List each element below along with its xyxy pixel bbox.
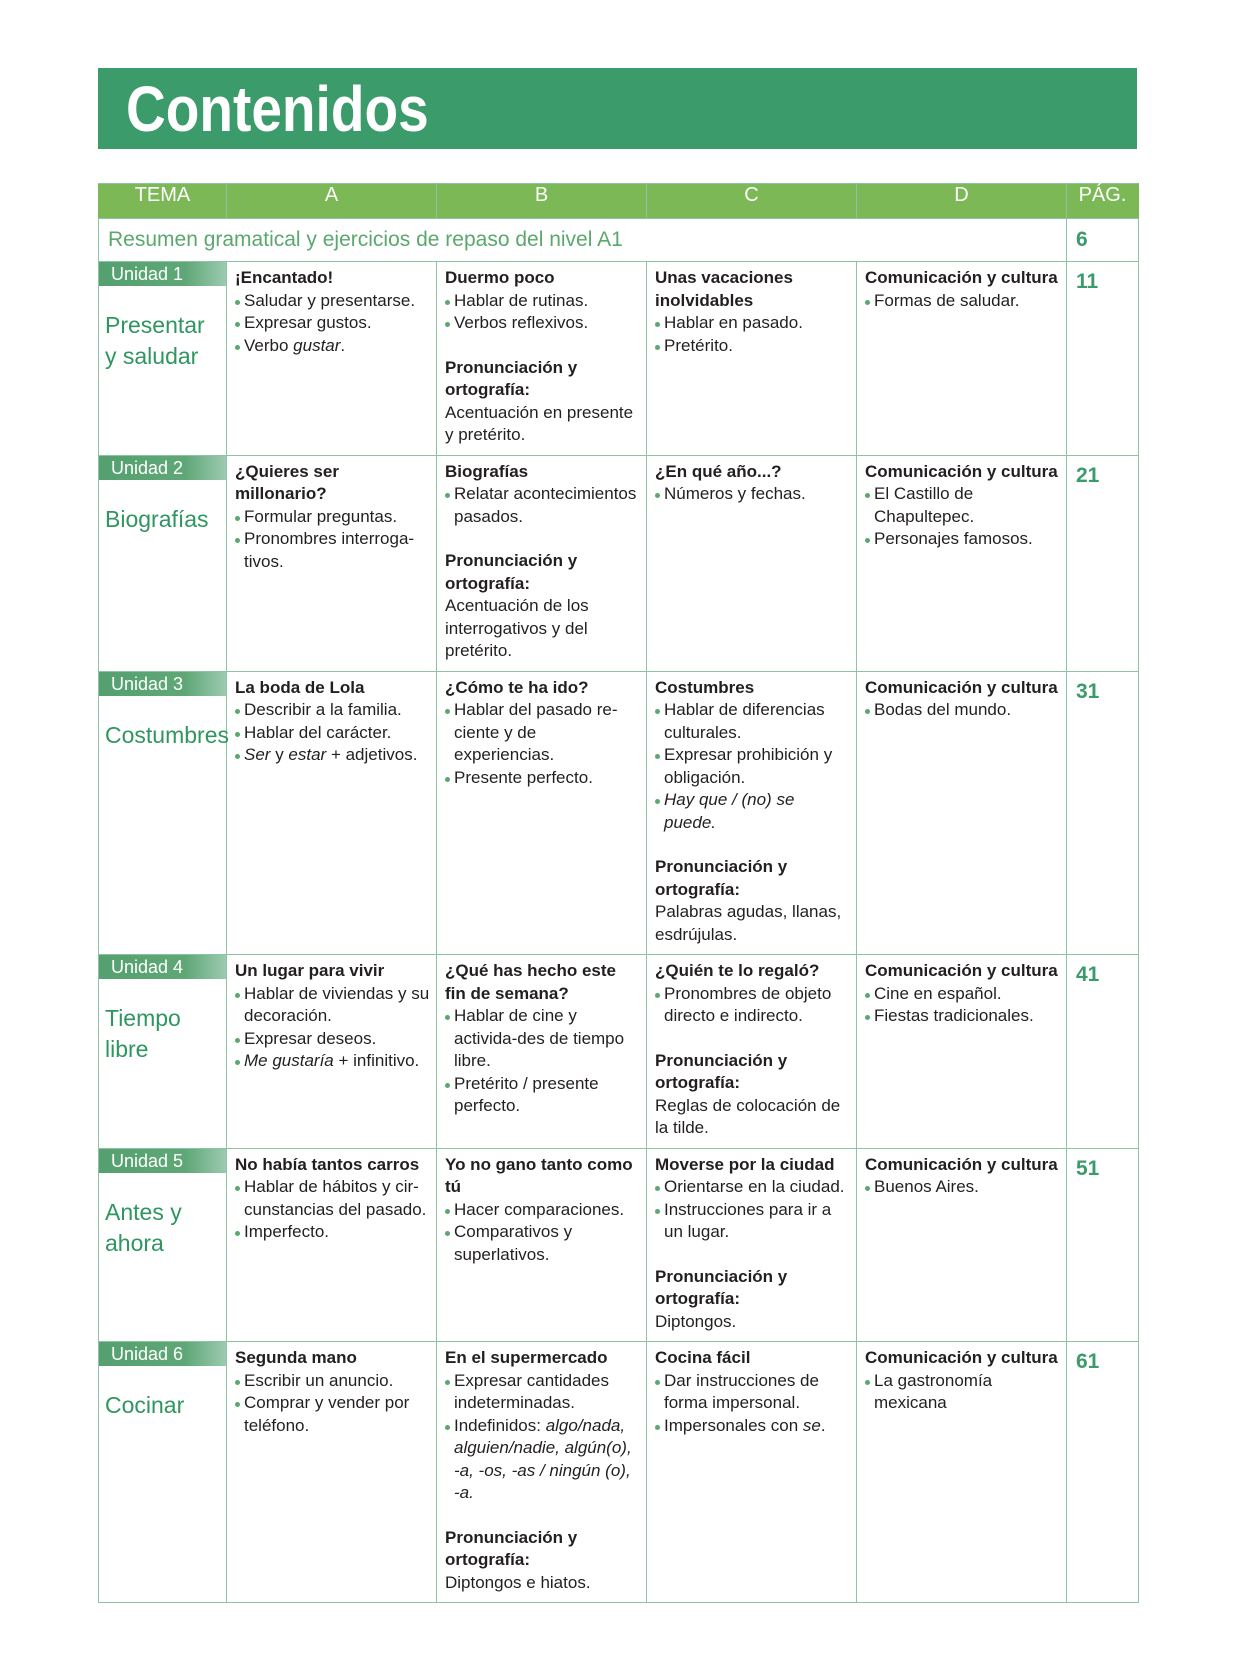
objective-list xyxy=(655,699,850,834)
lesson-cell-b xyxy=(437,1148,647,1342)
objective-item: Verbos reflexivos. xyxy=(445,312,640,335)
lesson-title[interactable]: Comunicación y cultura xyxy=(865,961,1058,980)
objective-list xyxy=(445,290,640,335)
lesson-title[interactable]: Yo no gano tanto como tú xyxy=(445,1154,633,1196)
lesson-title[interactable]: Cocina fácil xyxy=(655,1348,751,1367)
lesson-cell-a xyxy=(227,262,437,456)
lesson-title[interactable]: Unas vacaciones inolvidables xyxy=(655,268,793,310)
lesson-cell-a xyxy=(227,1342,437,1603)
objective-list xyxy=(445,1370,640,1505)
lesson-cell-d xyxy=(857,455,1067,671)
objective-item: Hablar de diferencias culturales. xyxy=(655,699,850,744)
lesson-cell-c xyxy=(647,671,857,955)
lesson-title[interactable]: Segunda mano xyxy=(235,1348,357,1367)
lesson-cell-a xyxy=(227,671,437,955)
objective-item: Hablar del carácter. xyxy=(235,722,430,745)
objective-item: Pretérito. xyxy=(655,335,850,358)
lesson-cell-c xyxy=(647,455,857,671)
header-c: C xyxy=(647,184,857,219)
unit-title[interactable]: Tiempo libre xyxy=(105,1005,181,1062)
objective-item: Verbo gustar. xyxy=(235,335,430,358)
objective-item: Hablar del pasado re-ciente y de experiencias. xyxy=(445,699,640,767)
unit-label: Unidad 3 xyxy=(99,672,226,696)
lesson-cell-a xyxy=(227,1148,437,1342)
lesson-title[interactable]: Un lugar para vivir xyxy=(235,961,385,980)
objective-list xyxy=(445,1005,640,1118)
unit-page[interactable]: 61 xyxy=(1067,1342,1139,1603)
objective-item: Ser y estar + adjetivos. xyxy=(235,744,430,767)
objective-list xyxy=(865,1176,1060,1199)
objective-item: Números y fechas. xyxy=(655,483,850,506)
unit-title[interactable]: Biografías xyxy=(105,505,209,532)
objective-list xyxy=(235,699,430,767)
pronunciation-text: Reglas de colocación de la tilde. xyxy=(655,1095,841,1137)
pronunciation-heading: Pronunciación y ortografía: xyxy=(445,1527,578,1569)
unit-row xyxy=(99,262,1139,456)
lesson-cell-c xyxy=(647,1148,857,1342)
objective-item: Orientarse en la ciudad. xyxy=(655,1176,850,1199)
lesson-cell-c xyxy=(647,1342,857,1603)
lesson-cell-b xyxy=(437,455,647,671)
tema-cell xyxy=(99,671,227,955)
lesson-title[interactable]: En el supermercado xyxy=(445,1348,608,1367)
objective-item: Expresar prohibición y obligación. xyxy=(655,744,850,789)
pronunciation-text: Acentuación de los interrogativos y del pretérito. xyxy=(445,596,589,660)
lesson-cell-a xyxy=(227,455,437,671)
pronunciation-heading: Pronunciación y ortografía: xyxy=(655,1266,788,1308)
objective-item: Indefinidos: algo/nada, alguien/nadie, algún(o), -a, -os, -as / ningún (o), -a. xyxy=(445,1415,640,1505)
lesson-title[interactable]: ¡Encantado! xyxy=(235,268,334,287)
lesson-title[interactable]: No había tantos carros xyxy=(235,1154,420,1174)
summary-row xyxy=(99,219,1139,262)
unit-row xyxy=(99,671,1139,955)
objective-item: Dar instrucciones de forma impersonal. xyxy=(655,1370,850,1415)
objective-item: Hablar de hábitos y cir-cunstancias del pasado. xyxy=(235,1176,430,1221)
objective-item: Bodas del mundo. xyxy=(865,699,1060,722)
objective-item: Me gustaría + infinitivo. xyxy=(235,1050,430,1073)
page-title: Contenidos xyxy=(126,73,429,145)
objective-item: Expresar deseos. xyxy=(235,1028,430,1051)
lesson-cell-b xyxy=(437,1342,647,1603)
lesson-cell-b xyxy=(437,671,647,955)
header-a: A xyxy=(227,184,437,219)
objective-list xyxy=(235,983,430,1073)
objective-item: Buenos Aires. xyxy=(865,1176,1060,1199)
objective-list xyxy=(865,483,1060,551)
lesson-title[interactable]: Comunicación y cultura xyxy=(865,268,1058,287)
objective-item: Hay que / (no) se puede. xyxy=(655,789,850,834)
pronunciation-heading: Pronunciación y ortografía: xyxy=(655,857,788,899)
unit-title[interactable]: Antes y ahora xyxy=(105,1198,182,1256)
header-d: D xyxy=(857,184,1067,219)
unit-label: Unidad 2 xyxy=(99,456,226,480)
summary-text[interactable]: Resumen gramatical y ejercicios de repaso del nivel A1 xyxy=(99,219,1067,262)
lesson-cell-b xyxy=(437,955,647,1149)
objective-item: Hablar de viviendas y su decoración. xyxy=(235,983,430,1028)
objective-item: Fiestas tradicionales. xyxy=(865,1005,1060,1028)
unit-label: Unidad 1 xyxy=(99,262,226,286)
objective-item: Pretérito / presente perfecto. xyxy=(445,1073,640,1118)
objective-list xyxy=(865,1370,1060,1415)
pronunciation-heading: Pronunciación y ortografía: xyxy=(445,551,578,593)
contents-table xyxy=(98,183,1139,1603)
lesson-cell-d xyxy=(857,262,1067,456)
unit-page[interactable]: 11 xyxy=(1067,262,1139,456)
lesson-cell-a xyxy=(227,955,437,1149)
objective-item: Hablar de cine y activida-des de tiempo libre. xyxy=(445,1005,640,1073)
pronunciation-text: Acentuación en presente y pretérito. xyxy=(445,402,634,444)
objective-item: Impersonales con se. xyxy=(655,1415,850,1438)
lesson-title[interactable]: Duermo poco xyxy=(445,268,555,287)
summary-page[interactable]: 6 xyxy=(1067,219,1139,262)
tema-cell xyxy=(99,955,227,1149)
objective-item: Instrucciones para ir a un lugar. xyxy=(655,1199,850,1244)
objective-list xyxy=(865,699,1060,722)
lesson-cell-d xyxy=(857,671,1067,955)
title-band xyxy=(98,68,1137,149)
objective-item: La gastronomía mexicana xyxy=(865,1370,1060,1415)
lesson-title[interactable]: ¿Cómo te ha ido? xyxy=(445,677,589,697)
lesson-title[interactable]: Moverse por la ciudad xyxy=(655,1154,835,1174)
lesson-title[interactable]: Biografías xyxy=(445,461,529,481)
objective-item: Imperfecto. xyxy=(235,1221,430,1244)
lesson-cell-b xyxy=(437,262,647,456)
lesson-cell-d xyxy=(857,1342,1067,1603)
unit-row xyxy=(99,1342,1139,1603)
unit-row xyxy=(99,455,1139,671)
objective-item: Pronombres de objeto directo e indirecto. xyxy=(655,983,850,1028)
pronunciation-text: Diptongos e hiatos. xyxy=(445,1572,591,1592)
objective-item: Expresar gustos. xyxy=(235,312,430,335)
objective-item: Expresar cantidades indeterminadas. xyxy=(445,1370,640,1415)
objective-item: Presente perfecto. xyxy=(445,767,640,790)
lesson-title[interactable]: Comunicación y cultura xyxy=(865,1348,1058,1367)
objective-list xyxy=(655,983,850,1028)
tema-cell xyxy=(99,1148,227,1342)
header-b: B xyxy=(437,184,647,219)
lesson-title[interactable]: Comunicación y cultura xyxy=(865,677,1058,697)
tema-cell xyxy=(99,455,227,671)
lesson-title[interactable]: ¿Quieres ser millonario? xyxy=(235,461,339,503)
unit-row xyxy=(99,955,1139,1149)
objective-list xyxy=(235,1370,430,1438)
objective-item: Saludar y presentarse. xyxy=(235,290,430,313)
objective-item: Comparativos y superlativos. xyxy=(445,1221,640,1266)
objective-list xyxy=(655,483,850,506)
header-row xyxy=(99,184,1139,219)
unit-page[interactable]: 41 xyxy=(1067,955,1139,1149)
unit-title[interactable]: Costumbres xyxy=(105,721,229,748)
objective-item: Hablar en pasado. xyxy=(655,312,850,335)
objective-item: Escribir un anuncio. xyxy=(235,1370,430,1393)
objective-item: Hacer comparaciones. xyxy=(445,1199,640,1222)
lesson-title[interactable]: ¿Qué has hecho este fin de semana? xyxy=(445,961,616,1003)
header-tema: TEMA xyxy=(99,184,227,219)
lesson-cell-c xyxy=(647,955,857,1149)
objective-item: Formular preguntas. xyxy=(235,506,430,529)
lesson-cell-c xyxy=(647,262,857,456)
lesson-title[interactable]: ¿En qué año...? xyxy=(655,461,782,481)
objective-item: Relatar acontecimientos pasados. xyxy=(445,483,640,528)
lesson-title[interactable]: ¿Quién te lo regaló? xyxy=(655,961,820,980)
unit-title[interactable]: Cocinar xyxy=(105,1392,185,1418)
objective-list xyxy=(865,290,1060,313)
unit-row xyxy=(99,1148,1139,1342)
objective-item: Pronombres interroga-tivos. xyxy=(235,528,430,573)
objective-item: Cine en español. xyxy=(865,983,1060,1006)
unit-label: Unidad 4 xyxy=(99,955,226,979)
unit-title[interactable]: Presentar y saludar xyxy=(105,312,205,369)
pronunciation-text: Diptongos. xyxy=(655,1311,737,1331)
lesson-title[interactable]: Comunicación y cultura xyxy=(865,1154,1058,1174)
objective-item: Comprar y vender por teléfono. xyxy=(235,1392,430,1437)
unit-page[interactable]: 21 xyxy=(1067,455,1139,671)
pronunciation-text: Palabras agudas, llanas, esdrújulas. xyxy=(655,902,842,944)
objective-item: Personajes famosos. xyxy=(865,528,1060,551)
lesson-cell-d xyxy=(857,1148,1067,1342)
objective-list xyxy=(445,483,640,528)
objective-item: El Castillo de Chapultepec. xyxy=(865,483,1060,528)
objective-list xyxy=(655,1370,850,1438)
objective-list xyxy=(655,1176,850,1244)
objective-list xyxy=(445,699,640,789)
objective-item: Formas de saludar. xyxy=(865,290,1060,313)
objective-list xyxy=(235,290,430,358)
header-pag: PÁG. xyxy=(1067,184,1139,219)
pronunciation-heading: Pronunciación y ortografía: xyxy=(445,357,578,399)
objective-list xyxy=(865,983,1060,1028)
unit-label: Unidad 5 xyxy=(99,1149,226,1173)
tema-cell xyxy=(99,262,227,456)
pronunciation-heading: Pronunciación y ortografía: xyxy=(655,1050,788,1092)
lesson-title[interactable]: Costumbres xyxy=(655,677,755,697)
tema-cell xyxy=(99,1342,227,1603)
lesson-title[interactable]: Comunicación y cultura xyxy=(865,461,1058,481)
unit-label: Unidad 6 xyxy=(99,1342,226,1366)
unit-page[interactable]: 31 xyxy=(1067,671,1139,955)
objective-list xyxy=(655,312,850,357)
objective-item: Hablar de rutinas. xyxy=(445,290,640,313)
objective-list xyxy=(235,506,430,574)
objective-item: Describir a la familia. xyxy=(235,699,430,722)
unit-page[interactable]: 51 xyxy=(1067,1148,1139,1342)
lesson-title[interactable]: La boda de Lola xyxy=(235,677,365,697)
objective-list xyxy=(235,1176,430,1244)
lesson-cell-d xyxy=(857,955,1067,1149)
objective-list xyxy=(445,1199,640,1267)
